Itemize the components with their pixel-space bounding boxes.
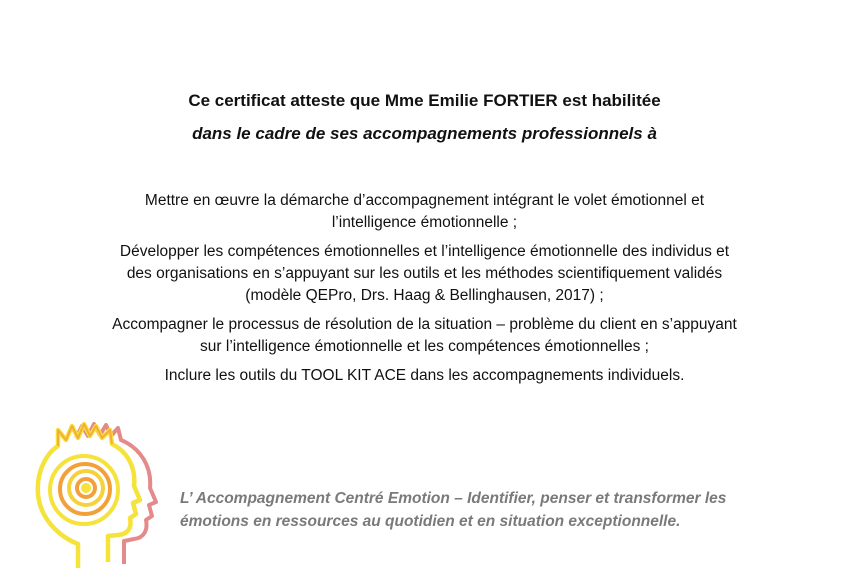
tagline-line: émotions en ressources au quotidien et en situation exceptionnelle. — [180, 513, 681, 530]
competency-line: Développer les compétences émotionnelles et l’intelligence émotionnelle des individus et — [119, 243, 730, 260]
spiral-icon — [50, 456, 118, 524]
tagline — [180, 487, 820, 533]
competency-line: l’intelligence émotionnelle ; — [331, 214, 518, 231]
certificate-subheading: dans le cadre de ses accompagnements professionnels à — [192, 124, 657, 143]
certificate-heading: Ce certificat atteste que Mme Emilie FORTIER est habilitée — [188, 91, 661, 110]
competency-line: Mettre en œuvre la démarche d’accompagnement intégrant le volet émotionnel et — [144, 192, 705, 209]
competency-line: des organisations en s’appuyant sur les outils et les méthodes scientifiquement validés — [126, 265, 723, 282]
competency-item — [60, 190, 789, 234]
competency-line: Accompagner le processus de résolution de la situation – problème du client en s’appuyant — [112, 316, 737, 333]
competencies-list — [60, 190, 789, 394]
competency-line: sur l’intelligence émotionnelle et les compétences émotionnelles ; — [200, 338, 649, 355]
competency-line: Inclure les outils du TOOL KIT ACE dans les accompagnements individuels. — [164, 367, 685, 384]
head-profile-spiral-icon — [18, 422, 168, 572]
competency-item — [60, 241, 789, 307]
competency-item — [60, 365, 789, 387]
competency-item — [60, 314, 789, 358]
tagline-line: L’ Accompagnement Centré Emotion – Identifier, penser et transformer les — [180, 490, 727, 507]
competency-line: (modèle QEPro, Drs. Haag & Bellinghausen, 2017) ; — [245, 287, 604, 304]
